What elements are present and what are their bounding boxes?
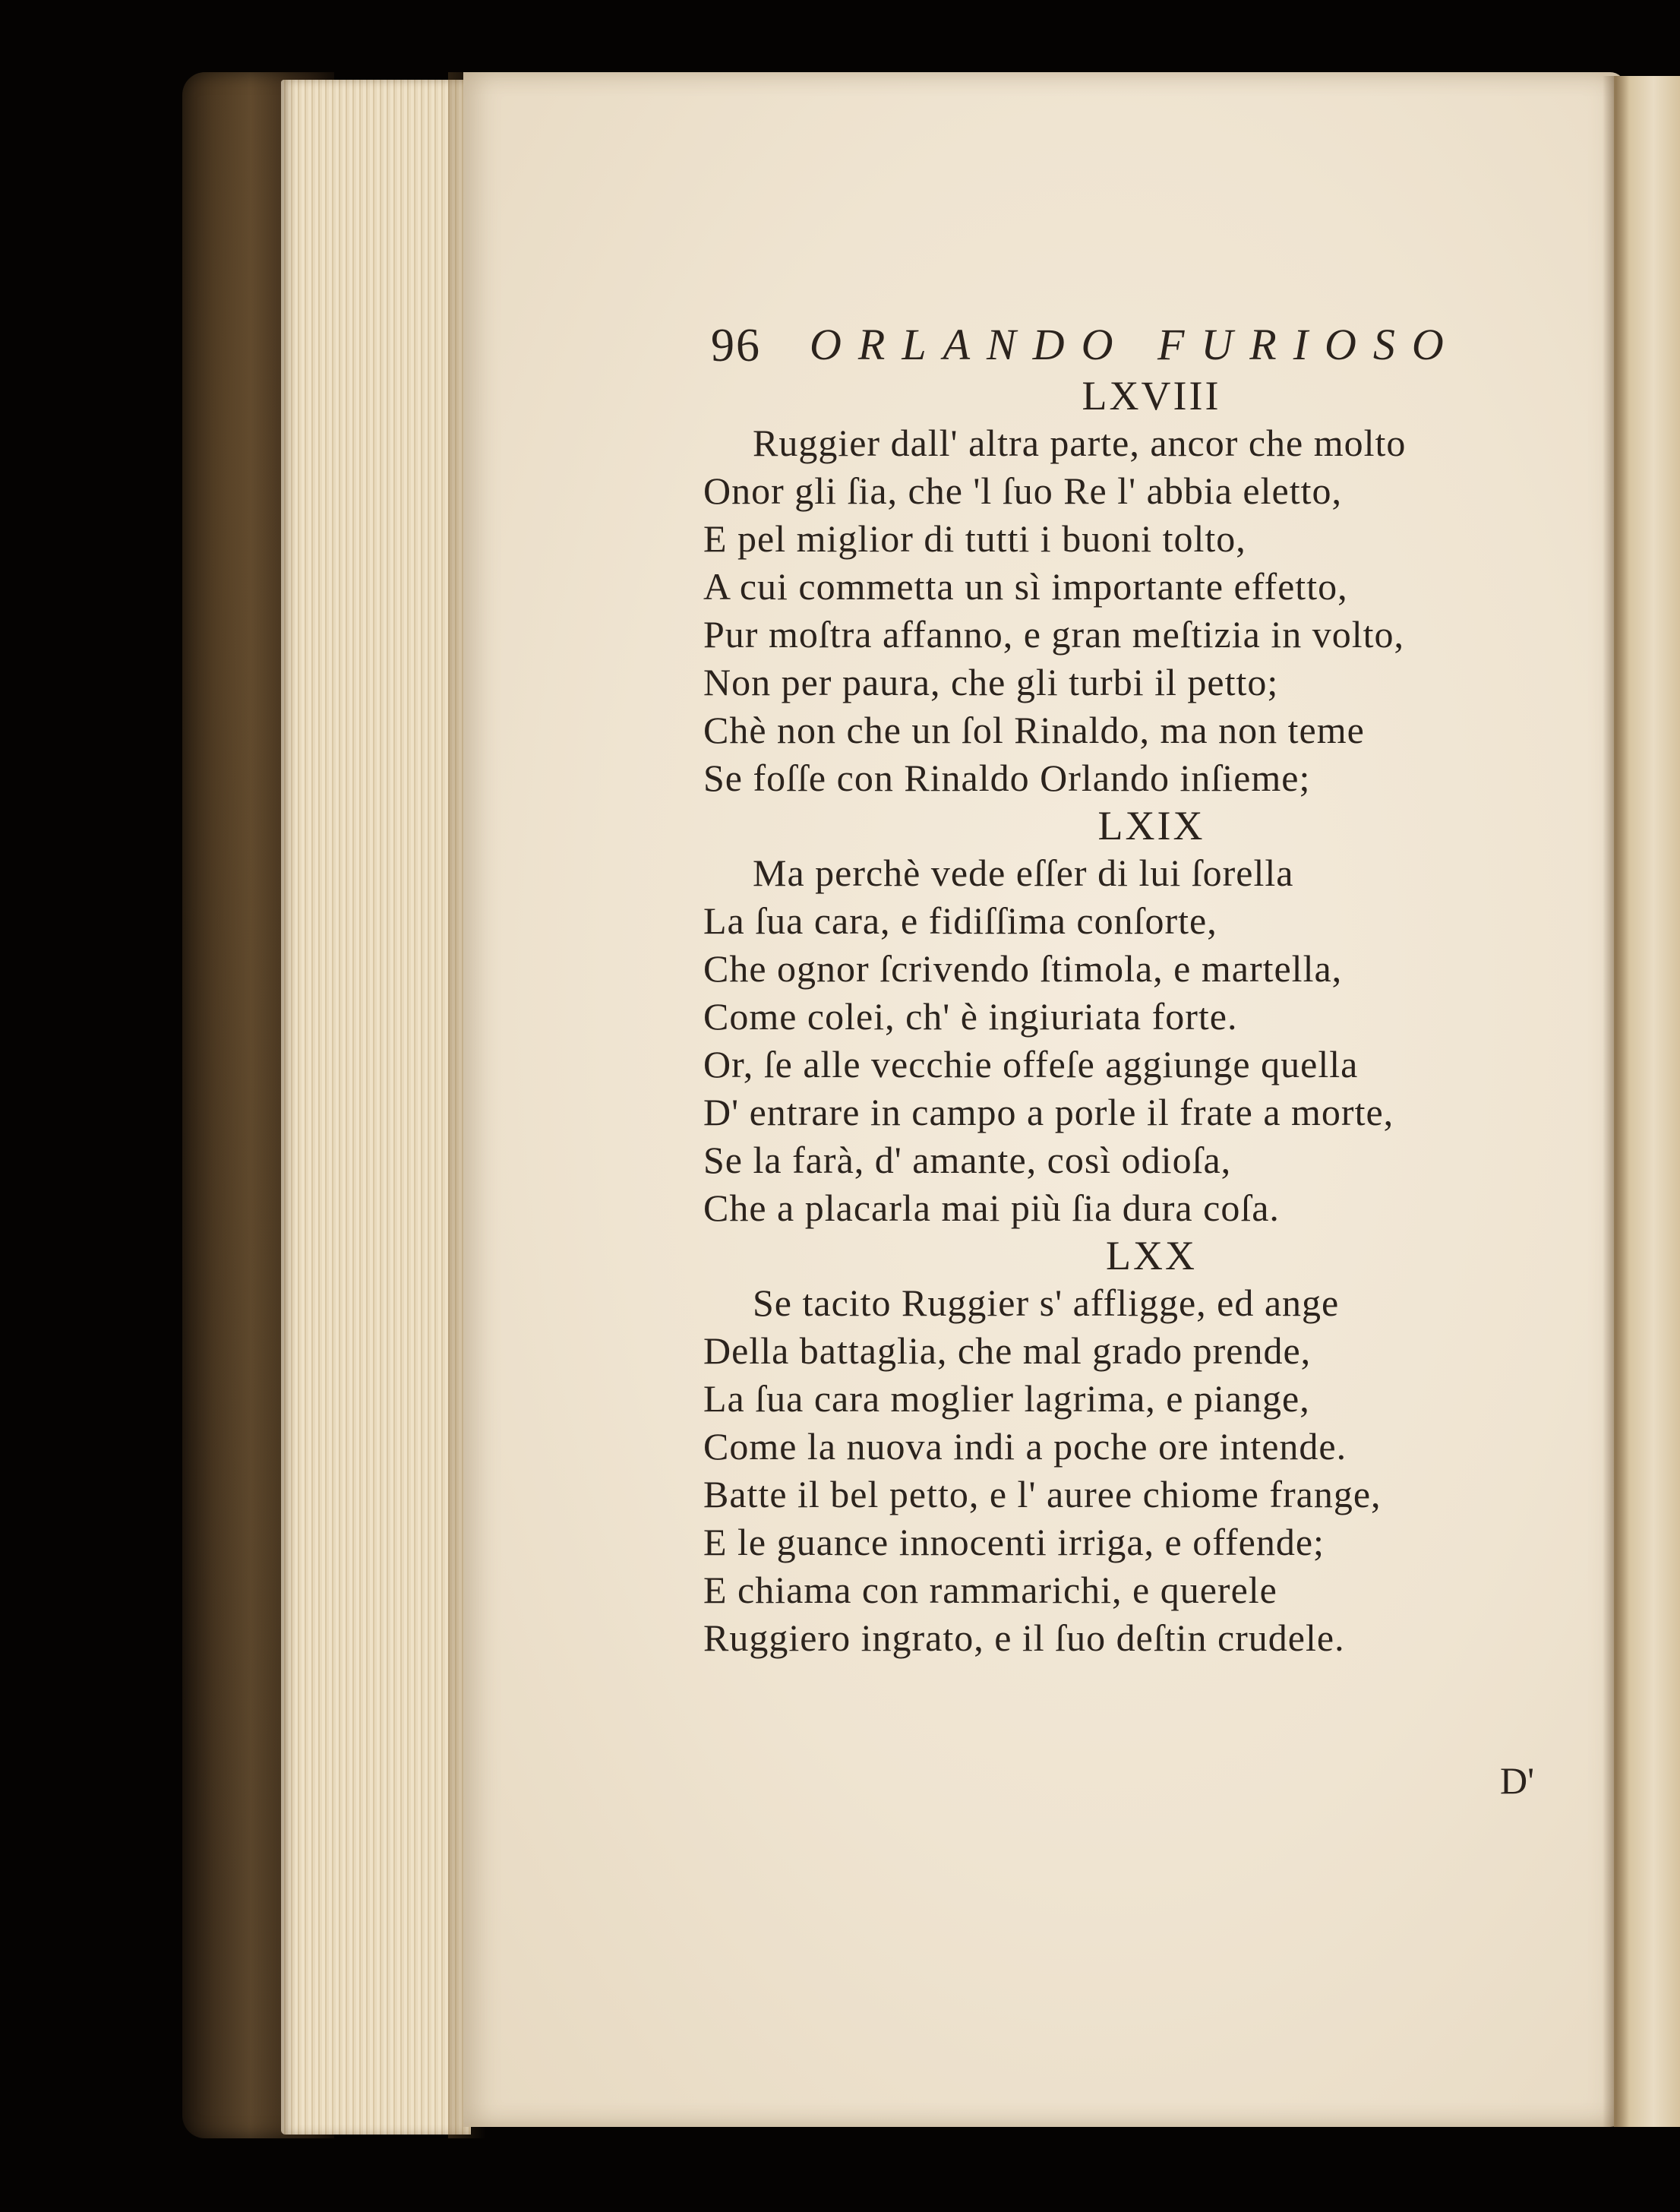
verse-line: La ſua cara, e fidiſſima conſorte,: [703, 899, 1217, 942]
stanza-lines: [703, 849, 1562, 1232]
page-number: 96: [711, 320, 761, 371]
verse-line: Come la nuova indi a poche ore intende.: [703, 1425, 1347, 1468]
verse-line: A cui commetta un sì importante effetto,: [703, 565, 1348, 608]
stanza-number: LXVIII: [1082, 373, 1221, 419]
verse-line: Ruggiero ingrato, e il ſuo deſtin crudele.: [703, 1616, 1345, 1659]
page-text: [703, 319, 1562, 1662]
verse-line: Non per paura, che gli turbi il petto;: [703, 661, 1279, 703]
verse-line: Pur moſtra affanno, e gran meſtizia in volto,: [703, 613, 1405, 656]
stanza-lxviii: [703, 372, 1562, 802]
verse-line: E le guance innocenti irriga, e offende;: [703, 1521, 1325, 1563]
stanza-number: LXIX: [1097, 803, 1205, 848]
verse-line: Batte il bel petto, e l' auree chiome frange,: [703, 1473, 1382, 1515]
stanza-lines: [703, 1279, 1562, 1662]
stanza-lxx: [703, 1232, 1562, 1662]
verse-line: Della battaglia, che mal grado prende,: [703, 1329, 1312, 1372]
verse-line: La ſua cara moglier lagrima, e piange,: [703, 1377, 1310, 1420]
verse-line: Chè non che un ſol Rinaldo, ma non teme: [703, 709, 1365, 751]
running-head: [703, 319, 1562, 372]
verse-line: Come colei, ch' è ingiuriata forte.: [703, 995, 1238, 1038]
catchword: D': [1500, 1759, 1535, 1802]
verse-line: Se foſſe con Rinaldo Orlando inſieme;: [703, 757, 1311, 799]
verse-line: Che ognor ſcrivendo ſtimola, e martella,: [703, 947, 1343, 990]
verse-line: Ruggier dall' altra parte, ancor che molto: [753, 422, 1407, 464]
verse-line: Se tacito Ruggier s' affligge, ed ange: [753, 1281, 1340, 1324]
verse-line: Ma perchè vede eſſer di lui ſorella: [753, 852, 1294, 894]
verse-line: Or, ſe alle vecchie offeſe aggiunge quella: [703, 1043, 1359, 1085]
stanza-lxix: [703, 802, 1562, 1232]
page-edges: [281, 80, 471, 2135]
verse-line: D' entrare in campo a porle il frate a morte,: [703, 1091, 1394, 1133]
stanza-lines: [703, 419, 1562, 802]
verse-line: Se la farà, d' amante, così odioſa,: [703, 1139, 1232, 1181]
verse-line: Onor gli ſia, che 'l ſuo Re l' abbia eletto,: [703, 469, 1342, 512]
verse-line: E pel miglior di tutti i buoni tolto,: [703, 517, 1246, 560]
running-title: ORLANDO FURIOSO: [810, 320, 1461, 369]
verse-line: Che a placarla mai più ſia dura coſa.: [703, 1187, 1280, 1229]
verse-line: E chiama con rammarichi, e querele: [703, 1569, 1277, 1611]
stanza-number: LXX: [1106, 1233, 1197, 1278]
facing-page-shadow: [1603, 76, 1629, 2127]
